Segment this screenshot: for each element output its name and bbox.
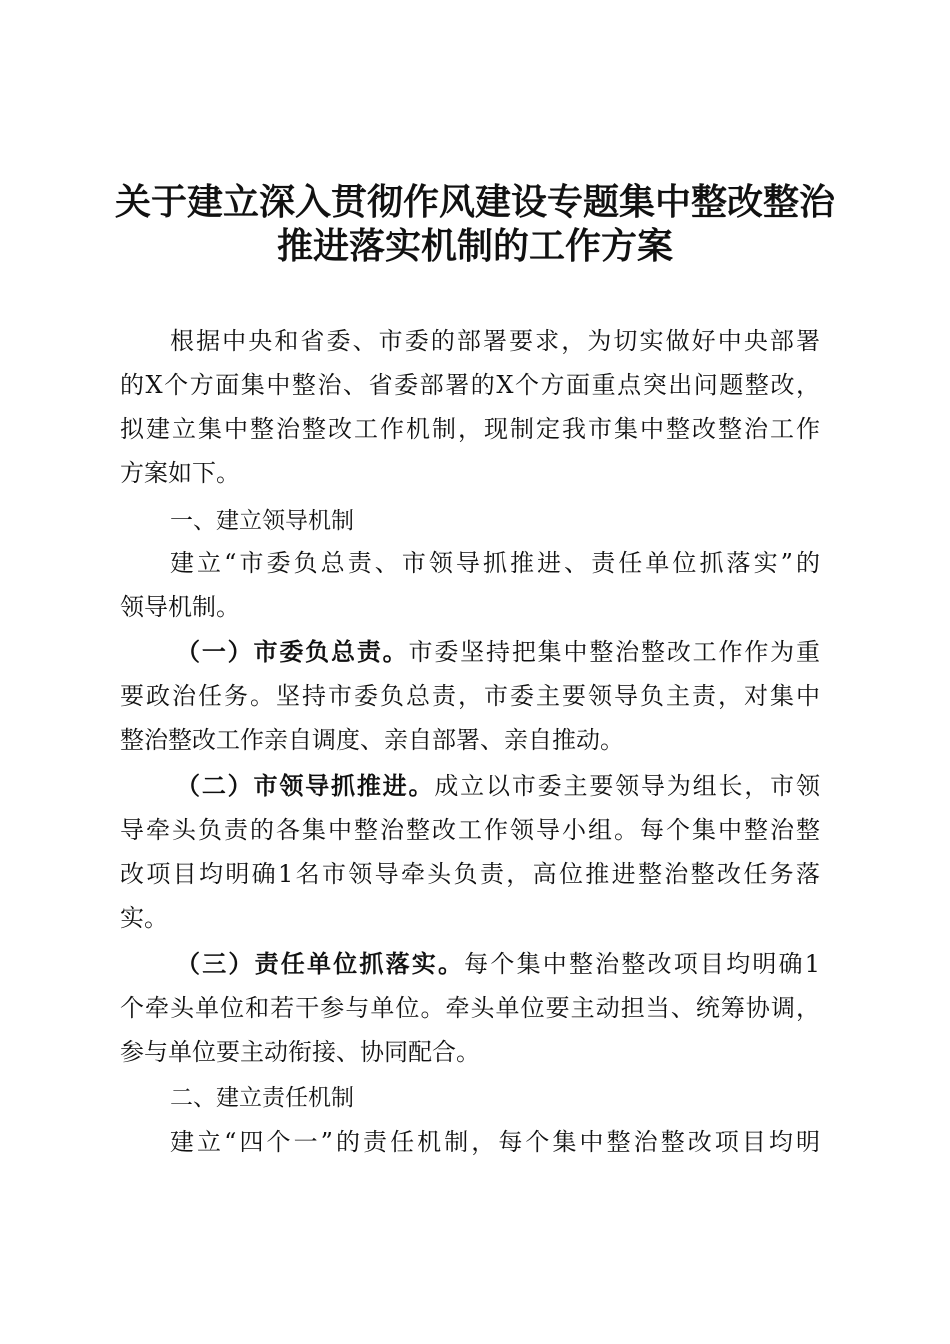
item-1-first-line (176, 637, 820, 667)
item-3-label: （三）责任单位抓落实。 (176, 949, 465, 978)
section-1-heading: 一、建立领导机制 (170, 508, 354, 534)
section-1-line-1: 建立“市委负总责、市领导抓推进、责任单位抓落实”的 (170, 549, 820, 577)
item-3-first-line-text: 每个集中整治整改项目均明确1 (464, 950, 820, 978)
item-1-line-2: 要政治任务。坚持市委负总责，市委主要领导负主责，对集中 (120, 682, 820, 710)
document-title-line-2: 推进落实机制的工作方案 (276, 225, 673, 267)
item-2-first-line (176, 771, 820, 801)
document-title-line-1: 关于建立深入贯彻作风建设专题集中整改整治 (114, 181, 835, 223)
item-1-first-line-text: 市委坚持把集中整治整改工作作为重 (408, 638, 820, 666)
item-2-first-line-text: 成立以市委主要领导为组长，市领 (434, 772, 821, 800)
intro-line-1: 根据中央和省委、市委的部署要求，为切实做好中央部署 (170, 327, 820, 355)
item-2-line-3: 改项目均明确1名市领导牵头负责，高位推进整治整改任务落 (120, 860, 820, 888)
item-3-line-2: 个牵头单位和若干参与单位。牵头单位要主动担当、统筹协调， (120, 994, 820, 1022)
item-3-first-line (176, 949, 820, 979)
item-3-line-3: 参与单位要主动衔接、协同配合。 (120, 1038, 480, 1066)
intro-line-3: 拟建立集中整治整改工作机制，现制定我市集中整改整治工作 (120, 415, 820, 443)
item-2-line-4: 实。 (120, 904, 168, 932)
section-1-line-2: 领导机制。 (120, 593, 240, 621)
item-2-label: （二）市领导抓推进。 (176, 771, 435, 800)
item-1-label: （一）市委负总责。 (176, 637, 409, 666)
intro-line-4: 方案如下。 (120, 459, 240, 487)
section-2-heading: 二、建立责任机制 (170, 1085, 354, 1111)
item-2-line-2: 导牵头负责的各集中整治整改工作领导小组。每个集中整治整 (120, 816, 820, 844)
item-1-line-3: 整治整改工作亲自调度、亲自部署、亲自推动。 (120, 726, 624, 754)
section-2-line-1: 建立“四个一”的责任机制，每个集中整治整改项目均明 (170, 1128, 820, 1156)
intro-line-2: 的X个方面集中整治、省委部署的X个方面重点突出问题整改， (120, 371, 820, 399)
